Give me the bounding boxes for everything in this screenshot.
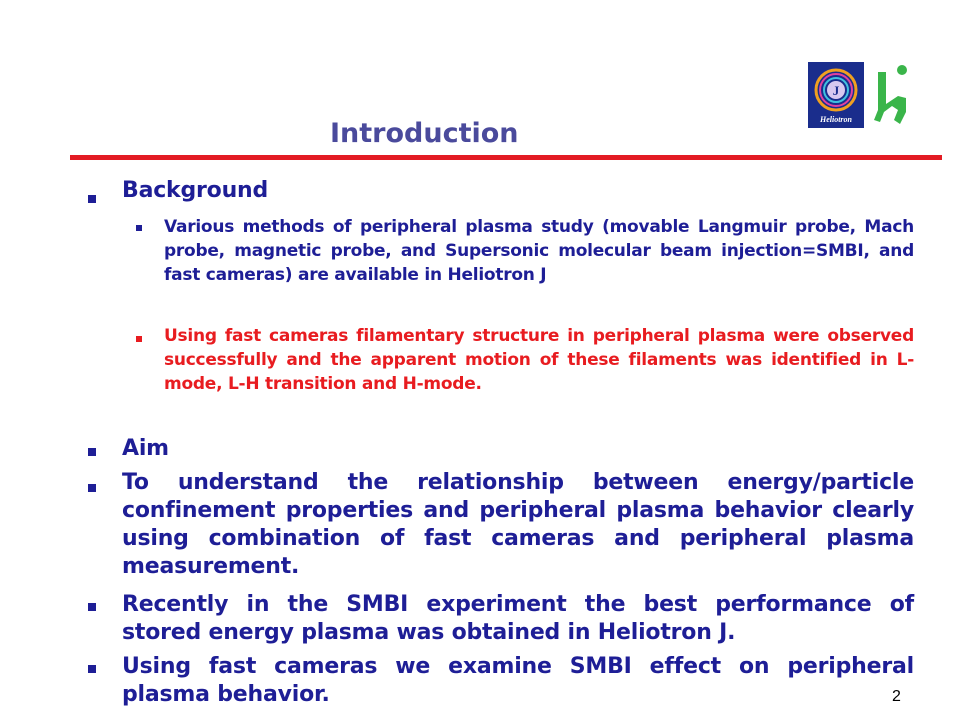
logo-label: Heliotron: [819, 115, 853, 124]
bullet-icon: [136, 225, 142, 231]
aim-item-1: To understand the relationship between energy/particle confinement properties and peripheral plasma behavior clearly using combination of fast cameras and peripheral plasma measurement.: [122, 470, 914, 579]
logo-letter: J: [832, 83, 840, 98]
bullet-icon: [88, 603, 96, 611]
title-underline: [70, 155, 942, 160]
slide-title: Introduction: [330, 118, 519, 149]
aim-heading: Aim: [122, 436, 169, 461]
heliotron-logo: [808, 60, 926, 130]
bullet-icon: [136, 336, 142, 342]
bullet-icon: [88, 484, 96, 492]
background-item-2: Using fast cameras filamentary structure in peripheral plasma were observed successfully and the apparent motion of these filaments was identified in L-mode, L-H transition and H-mode.: [164, 326, 914, 394]
page-number: 2: [892, 688, 901, 705]
aim-item-3: Using fast cameras we examine SMBI effect on peripheral plasma behavior.: [122, 654, 914, 707]
bullet-icon: [88, 448, 96, 456]
background-item-1: Various methods of peripheral plasma study (movable Langmuir probe, Mach probe, magnetic probe, and Supersonic molecular beam injection=SMBI, and fast cameras) are available in Heliotron J: [164, 217, 914, 285]
bullet-icon: [88, 665, 96, 673]
bullet-icon: [88, 195, 96, 203]
aim-item-2: Recently in the SMBI experiment the best performance of stored energy plasma was obtained in Heliotron J.: [122, 592, 914, 645]
background-heading: Background: [122, 178, 269, 203]
